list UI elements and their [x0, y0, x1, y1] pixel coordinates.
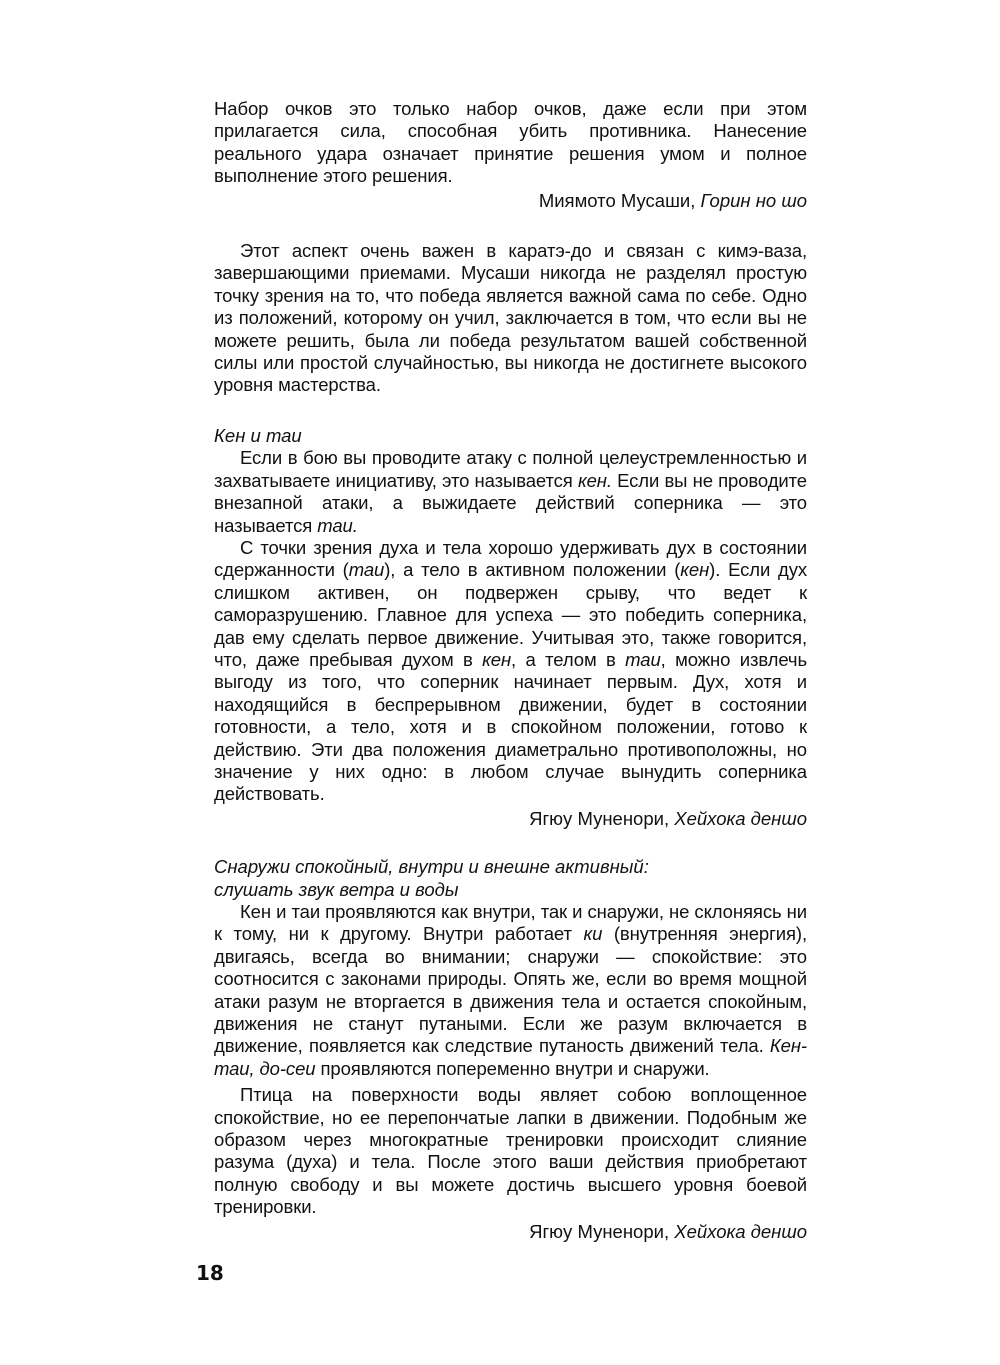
epigraph-work: Горин но шо: [700, 189, 807, 211]
term: ки: [583, 923, 603, 945]
spacer: [214, 830, 807, 856]
text-run: проявляются попеременно внутри и снаружи.: [315, 1057, 710, 1079]
section1-paragraph-2: [214, 537, 807, 806]
section1-author: Ягюу Муненори,: [529, 807, 670, 829]
text-run: С точки зрения духа и тела хорошо удерживать дух в состоянии сдержанности (: [214, 536, 807, 581]
heading-line: Снаружи спокойный, внутри и внешне активный:: [214, 856, 649, 878]
term: таи: [348, 559, 385, 581]
text-run: (внутренняя энергия), двигаясь, всегда во внимании; снаружи — спокойствие: это соотносится с законами природы. Опять же, если во время мощной атаки разум не вторгается в движения тела и остается спокойным, движения не станут путаными. Если же разум включается в движение, появляется как следствие путаность движений тела.: [214, 923, 807, 1057]
section2-attribution: [214, 1221, 807, 1243]
commentary-paragraph: Этот аспект очень важен в каратэ-до и связан с кимэ-ваза, завершающими приемами. Мусаши никогда не разделял простую точку зрения на то, что победа является важной сама по себе. Одно из положений, которому он учил, заключается в том, что если вы не можете решить, была ли победа результатом вашей собственной силы или простой случайностью, вы никогда не достигнете высокого уровня мастерства.: [214, 240, 807, 396]
section2-author: Ягюу Муненори,: [529, 1220, 670, 1242]
epigraph-attribution: [214, 190, 807, 212]
text-run: Если вы не проводите внезапной атаки, а выжидаете действий соперника — это называется: [214, 469, 807, 536]
term: таи.: [317, 514, 358, 536]
text-run: Если в бою вы проводите атаку с полной целеустремленностью и захватываете инициативу, это называется: [214, 447, 807, 491]
term: таи: [625, 648, 661, 670]
section2-work: Хейхока деншо: [674, 1220, 807, 1242]
section-heading-ken-tai: Кен и таи: [214, 424, 302, 446]
text-run: ), а тело в активном положении (: [384, 559, 681, 581]
term: кен.: [577, 469, 612, 491]
section-heading-outside-calm: [214, 856, 807, 901]
text-run: ). Если дух слишком активен, он подвержен срыву, что ведет к саморазрушению. Главное для успеха — это победить соперника, дав ему сделать первое движение. Учитывая это, также говорится, что, даже пребывая духом в: [214, 559, 807, 670]
section1-attribution: [214, 808, 807, 830]
term: кен: [680, 559, 710, 581]
text-run: , можно извлечь выгоду из того, что соперник начинает первым. Дух, хотя и находящийся в беспрерывном движении, будет в состоянии готовности, а тело, хотя и в спокойном положении, готово к действию. Эти два положения диаметрально противоположны, но значение у них одно: в любом случае вынудить соперника действовать.: [214, 648, 807, 805]
section1-paragraph-1: [214, 447, 807, 537]
epigraph-author: Миямото Мусаши,: [538, 189, 696, 211]
section2-paragraph-2: Птица на поверхности воды являет собою воплощенное спокойствие, но ее перепончатые лапки в движении. Подобным же образом через многократные тренировки происходит слияние разума (духа) и тела. После этого ваши действия приобретают полную свободу и вы можете достичь высшего уровня боевой тренировки.: [214, 1084, 807, 1218]
spacer: [214, 212, 807, 240]
text-run: , а телом в: [511, 648, 626, 670]
epigraph-text: Набор очков это только набор очков, даже если при этом прилагается сила, способная убить противника. Нанесение реального удара означает принятие решения умом и полное выполнение этого решения.: [214, 98, 807, 187]
term: кен: [482, 648, 512, 670]
term: Кен-таи, до-сеи: [214, 1035, 807, 1079]
heading-line: слушать звук ветра и воды: [214, 878, 459, 900]
text-run: Кен и таи проявляются как внутри, так и снаружи, не склоняясь ни к тому, ни к другому. Внутри работает: [214, 901, 807, 945]
section2-paragraph-1: [214, 901, 807, 1080]
page-body: [214, 98, 807, 1243]
section1-work: Хейхока деншо: [674, 807, 807, 829]
spacer: [214, 397, 807, 425]
page-number: 18: [196, 1261, 224, 1285]
